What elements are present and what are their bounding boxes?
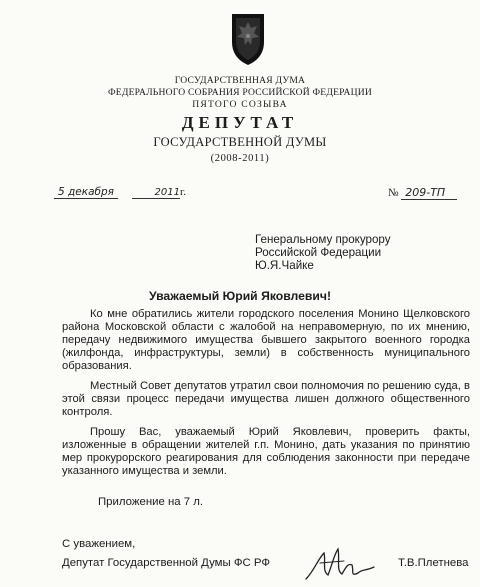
closing-signer-name: Т.В.Плетнева	[398, 557, 469, 569]
letterhead-deputy-subtitle: ГОСУДАРСТВЕННОЙ ДУМЫ	[153, 135, 327, 149]
body-paragraph: Ко мне обратились жители городского поселения Монино Щелковского района Московской области с жалобой на неправомерную, по их мнению, передачу недвижимого имущества бывшего закрытого военного городка (жилфонда, инфраструктуры, земли) в собственность муниципального образования.	[62, 308, 470, 373]
number-sign: №	[388, 187, 399, 199]
year-suffix: г.	[179, 186, 187, 198]
handwritten-signature-icon	[304, 541, 376, 585]
body-paragraph: Местный Совет депутатов утратил свои полномочия по решению суда, в этой связи процесс передачи имущества лишен должного общественного контроля.	[62, 380, 470, 419]
addressee-line: Генеральному прокурору	[255, 233, 391, 246]
letter-number	[388, 186, 457, 200]
addressee-block	[255, 233, 391, 272]
letterhead-federal-assembly: ФЕДЕРАЛЬНОГО СОБРАНИЯ РОССИЙСКОЙ ФЕДЕРАЦИИ	[108, 87, 372, 98]
addressee-line: Российской Федерации	[255, 246, 382, 259]
russian-coat-of-arms-icon	[229, 8, 267, 68]
letter-date	[54, 186, 186, 199]
salutation: Уважаемый Юрий Яковлевич!	[148, 289, 332, 303]
letterhead-convocation: ПЯТОГО СОЗЫВА	[192, 99, 288, 110]
addressee-line: Ю.Я.Чайке	[255, 259, 314, 272]
closing-deputy-title: Депутат Государственной Думы ФС РФ	[62, 557, 271, 569]
body-paragraph: Прошу Вас, уважаемый Юрий Яковлевич, проверить факты, изложенные в обращении жителей г.п. Монино, дать указания по принятию мер прокурорского реагирования для соблюдения законности при передаче указанного имущества и земли.	[62, 426, 470, 478]
appendix-note: Приложение на 7 л.	[98, 496, 204, 508]
letterhead-term: (2008-2011)	[210, 153, 270, 164]
letterhead-duma: ГОСУДАРСТВЕННАЯ ДУМА	[174, 75, 306, 86]
closing-regards: С уважением,	[62, 538, 136, 550]
handwritten-year: 2011	[132, 187, 180, 199]
handwritten-number: 209-ТП	[401, 186, 457, 200]
letterhead-deputy-title: ДЕПУТАТ	[181, 113, 299, 132]
handwritten-date: 5 декабря	[54, 186, 118, 199]
